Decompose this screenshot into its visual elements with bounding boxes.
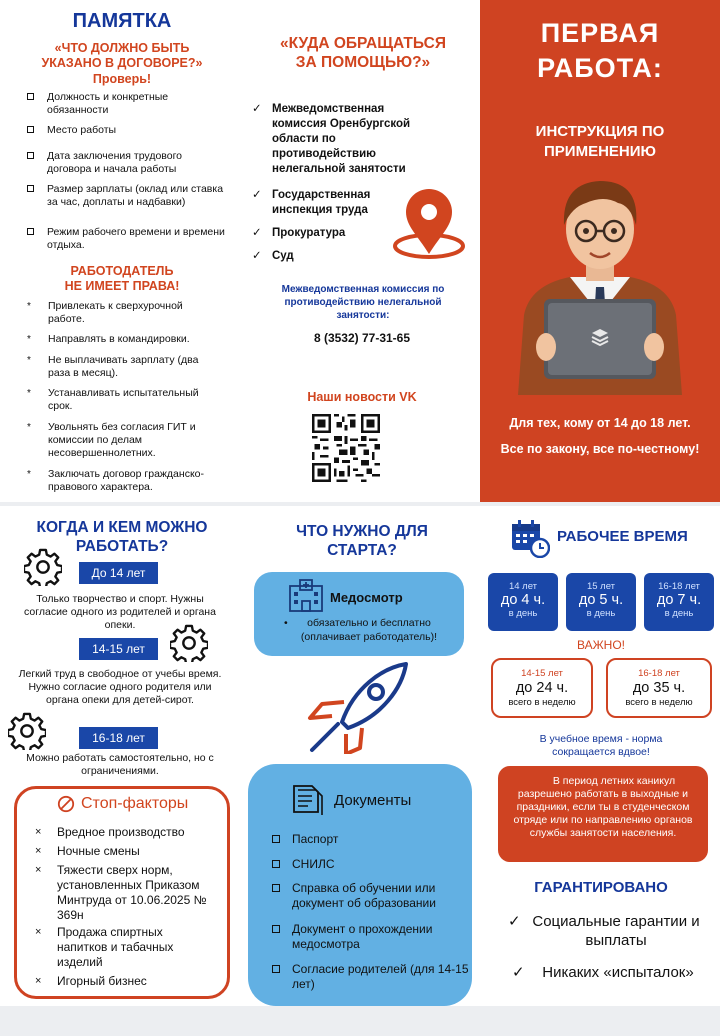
gear-icon: [170, 624, 208, 662]
list-item: * Не выплачивать зарплату (два раза в месяц).: [27, 354, 199, 379]
age-tag-14-15: 14-15 лет: [79, 638, 158, 660]
start-panel: [240, 506, 482, 1006]
checkbox-icon: [272, 884, 280, 892]
documents-title: Документы: [334, 792, 412, 809]
employer-subtitle: НЕ ИМЕЕТ ПРАВА!: [64, 279, 180, 293]
commission-label: Межведомственная комиссия по противодействию нелегальной занятости:: [281, 284, 445, 321]
document-item: Справка об обучении или документ об образовании: [292, 881, 462, 911]
medical-card: [254, 572, 464, 656]
hours-panel: [482, 506, 720, 1006]
study-note: В учебное время - норма сокращается вдвое!: [539, 733, 663, 758]
summer-note: В период летних каникул разрешено работать в выходные и праздники, если ты в студенческом отряде или по направлению органов службы занятости населения.: [498, 766, 708, 862]
when-title: КОГДА И КЕМ МОЖНО РАБОТАТЬ?: [36, 519, 208, 555]
daily-hours-15: 15 лет до 5 ч. в день: [566, 573, 636, 631]
medical-title: Медосмотр: [330, 590, 403, 605]
list-item: Дата заключения трудового договора и начала работы: [47, 150, 227, 176]
help-panel: [244, 0, 480, 502]
help-item-commission: ✓ Межведомственная комиссия Оренбургской области по противодействию нелегальной занятости: [252, 103, 411, 175]
when-panel: [0, 506, 240, 1006]
student-illustration: [510, 165, 690, 395]
cover-title-1: ПЕРВАЯ: [540, 18, 660, 48]
important-label: ВАЖНО!: [576, 638, 626, 652]
age-tag-under-14: До 14 лет: [79, 562, 158, 584]
employer-title: РАБОТОДАТЕЛЬ: [70, 264, 174, 278]
medical-text: • обязательно и бесплатно (оплачивает работодатель)!: [284, 617, 438, 643]
memo-title: ПАМЯТКА: [72, 10, 172, 32]
stop-item: × Игорный бизнес: [35, 974, 147, 988]
guaranteed-title: ГАРАНТИРОВАНО: [534, 879, 668, 896]
stop-factors-title: Стоп-факторы: [81, 795, 189, 812]
checkbox-icon: [272, 925, 280, 933]
document-item: СНИЛС: [292, 857, 462, 872]
checkbox-icon: [27, 93, 34, 100]
stop-item: × Продажа спиртных напитков и табачных изделий: [35, 925, 174, 969]
list-item: Режим рабочего времени и времени отдыха.: [47, 226, 227, 252]
weekly-hours-16-18: 16-18 лет до 35 ч. всего в неделю: [606, 658, 712, 718]
list-item: * Увольнять без согласия ГИТ и комиссии по делам несовершеннолетних.: [27, 421, 196, 459]
list-item: * Привлекать к сверхурочной работе.: [27, 300, 183, 325]
list-item: * Заключать договор гражданско-правового характера.: [27, 468, 204, 493]
help-item-prosecutor: ✓ Прокуратура: [252, 227, 346, 239]
location-pin-icon: [392, 188, 466, 264]
document-item: Согласие родителей (для 14-15 лет): [292, 962, 470, 992]
commission-phone[interactable]: 8 (3532) 77-31-65: [313, 331, 411, 345]
memo-subtitle: «ЧТО ДОЛЖНО БЫТЬ УКАЗАНО В ДОГОВОРЕ?»: [41, 41, 203, 70]
cover-title-2: РАБОТА:: [537, 53, 663, 83]
help-item-labor-inspection: ✓ Государственная инспекция труда: [252, 189, 371, 216]
cover-slogan: Все по закону, все по-честному!: [500, 442, 700, 456]
hospital-building-icon: [288, 578, 324, 612]
prohibited-icon: [57, 795, 75, 813]
weekly-hours-14-15: 14-15 лет до 24 ч. всего в неделю: [491, 658, 593, 718]
gear-icon: [24, 548, 62, 586]
documents-card: [248, 764, 472, 1006]
calendar-clock-icon: [510, 518, 550, 558]
guarantee-item: ✓ Никаких «испыталок»: [512, 964, 694, 981]
cover-panel: [480, 0, 720, 502]
help-item-court: ✓ Суд: [252, 250, 294, 262]
list-item: Место работы: [47, 124, 227, 150]
cover-subtitle: ИНСТРУКЦИЯ ПО ПРИМЕНЕНИЮ: [535, 123, 665, 160]
checkbox-icon: [27, 152, 34, 159]
memo-check-label: Проверь!: [92, 72, 152, 86]
list-item: Должность и конкретные обязанности: [47, 91, 227, 117]
start-title: ЧТО НУЖНО ДЛЯ СТАРТА?: [296, 523, 428, 559]
list-item: Размер зарплаты (оклад или ставка за час, доплаты и надбавки): [47, 183, 227, 222]
gear-icon: [8, 712, 46, 750]
checkbox-icon: [27, 185, 34, 192]
vk-news-label: Наши новости VK: [307, 390, 417, 404]
checkbox-icon: [272, 860, 280, 868]
checkbox-icon: [272, 965, 280, 973]
checkbox-icon: [272, 835, 280, 843]
age-tag-16-18: 16-18 лет: [79, 727, 158, 749]
hours-title: РАБОЧЕЕ ВРЕМЯ: [557, 528, 688, 545]
list-item: * Направлять в командировки.: [27, 333, 190, 345]
checkbox-icon: [27, 126, 34, 133]
age-text-under-14: Только творчество и спорт. Нужны согласие одного из родителей и органа опеки.: [24, 593, 216, 631]
documents-icon: [290, 782, 326, 816]
age-text-14-15: Легкий труд в свободное от учебы время. Нужно согласие одного родителя или органа опеки для детей-сирот.: [18, 668, 222, 706]
help-title: «КУДА ОБРАЩАТЬСЯ ЗА ПОМОЩЬЮ?»: [279, 35, 446, 71]
guarantee-item: ✓ Социальные гарантии и выплаты: [508, 913, 700, 949]
stop-item: × Ночные смены: [35, 844, 140, 858]
document-item: Документ о прохождении медосмотра: [292, 922, 462, 952]
list-item: * Устанавливать испытательный срок.: [27, 387, 199, 412]
checkbox-icon: [27, 228, 34, 235]
daily-hours-14: 14 лет до 4 ч. в день: [488, 573, 558, 631]
cover-audience: Для тех, кому от 14 до 18 лет.: [509, 416, 691, 430]
stop-factors-box: [14, 786, 230, 999]
stop-item: × Тяжести сверх норм, установленных Приказом Минтруда от 10.06.2025 № 369н: [35, 863, 207, 922]
daily-hours-16-18: 16-18 лет до 7 ч. в день: [644, 573, 714, 631]
stop-item: × Вредное производство: [35, 825, 185, 839]
vk-qr-code[interactable]: [312, 414, 380, 482]
rocket-icon: [302, 658, 412, 754]
age-text-16-18: Можно работать самостоятельно, но с ограничениями.: [26, 752, 214, 777]
employer-prohibitions: [27, 300, 218, 494]
document-item: Паспорт: [292, 832, 462, 847]
contract-checklist: [47, 91, 227, 252]
memo-panel: [0, 0, 244, 502]
